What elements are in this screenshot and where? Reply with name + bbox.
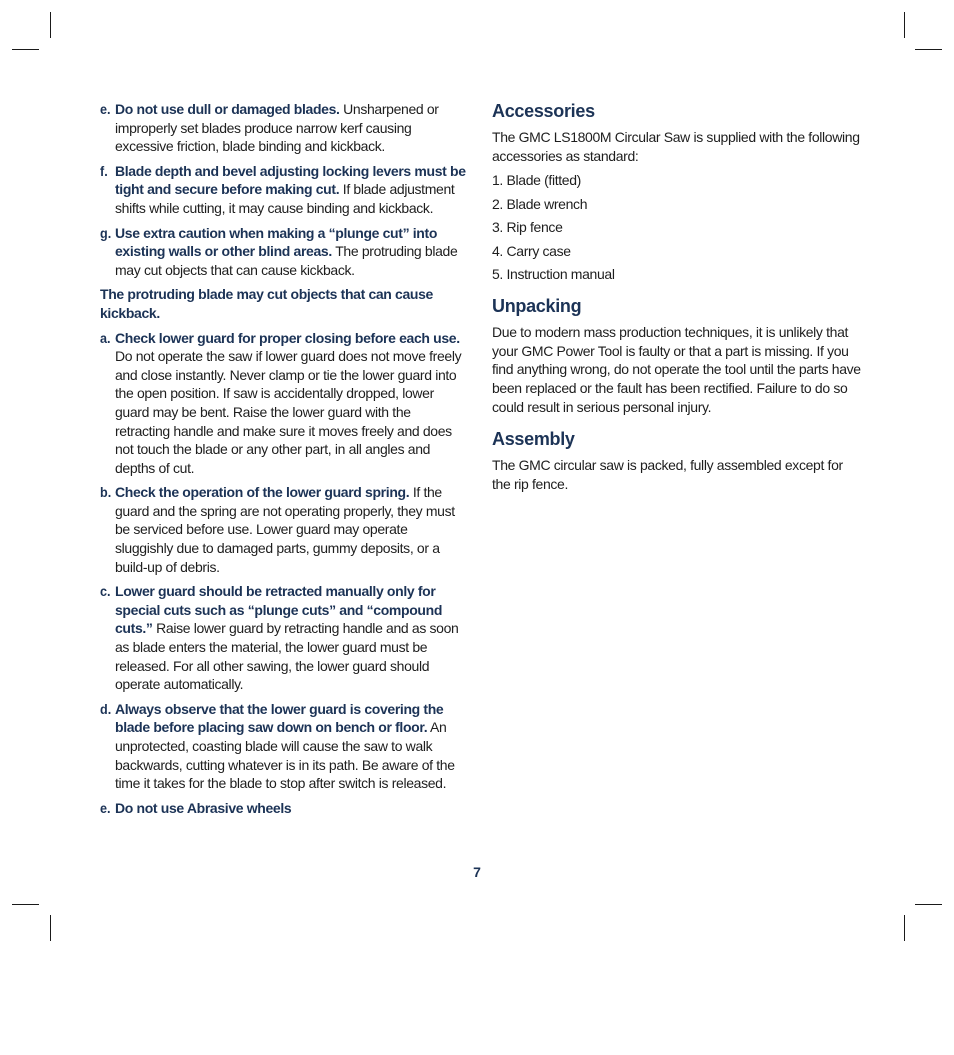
list-item <box>100 329 468 478</box>
list-item: 5. Instruction manual <box>492 266 615 283</box>
unpacking-text: Due to modern mass production techniques, it is unlikely that your GMC Power Tool is faulty or that a part is missing. If you find anything wrong, do not operate the tool until the parts have been replaced or the fault has been rectified. Failure to do so could result in serious personal injury. <box>492 324 861 415</box>
section-heading: Accessories <box>492 101 595 121</box>
section-heading: Assembly <box>492 429 575 450</box>
assembly-text: The GMC circular saw is packed, fully assembled except for the rip fence. <box>492 457 843 492</box>
item-heading: Do not use dull or damaged blades. <box>115 101 340 117</box>
item-label: g. <box>100 224 112 241</box>
crop-mark <box>915 49 942 50</box>
list-item: 2. Blade wrench <box>492 195 588 212</box>
item-label: e. <box>100 101 111 117</box>
item-label: f. <box>100 162 108 179</box>
item-label: e. <box>100 799 111 816</box>
list-item <box>100 582 468 694</box>
list-item <box>100 483 468 576</box>
item-text: Unsharpened or improperly set blades produce narrow kerf causing excessive friction, blade binding and kickback. <box>115 101 439 155</box>
right-column <box>492 100 862 505</box>
crop-mark <box>915 904 942 905</box>
item-label: c. <box>100 583 111 600</box>
list-item <box>100 224 468 280</box>
item-heading: Blade depth and bevel adjusting locking levers must be tight and secure before making cut. <box>115 162 466 198</box>
assembly-section <box>492 428 862 493</box>
list-item <box>100 100 468 156</box>
item-text: Raise lower guard by retracting handle and as soon as blade enters the material, the lower guard must be released. For all other sawing, the lower guard should operate automatically. <box>115 620 459 693</box>
page-number: 7 <box>473 864 481 880</box>
crop-mark <box>12 904 39 905</box>
list-item <box>100 799 468 818</box>
item-heading: Always observe that the lower guard is covering the blade before placing saw down on bench or floor. <box>115 700 444 736</box>
item-heading: Lower guard should be retracted manually only for special cuts such as “plunge cuts” and “compound cuts.” <box>115 583 443 637</box>
list-item <box>100 700 468 793</box>
list-item <box>100 162 468 218</box>
item-heading: Use extra caution when making a “plunge cut” into existing walls or other blind areas. <box>115 224 438 260</box>
item-text: An unprotected, coasting blade will cause the saw to walk backwards, cutting whatever is in its path. Be aware of the time it takes for the blade to stop after switch is released. <box>115 719 455 792</box>
item-text: If blade adjustment shifts while cutting, it may cause binding and kickback. <box>115 181 455 216</box>
warning-text: The protruding blade may cut objects that can cause kickback. <box>100 286 433 321</box>
list-item: 3. Rip fence <box>492 219 563 236</box>
crop-mark <box>50 915 51 941</box>
list-item: 1. Blade (fitted) <box>492 172 581 189</box>
crop-mark <box>904 915 905 941</box>
accessories-intro: The GMC LS1800M Circular Saw is supplied with the following accessories as standard: <box>492 129 860 164</box>
left-column <box>100 100 468 823</box>
item-text: If the guard and the spring are not operating properly, they must be serviced before use. Lower guard may operate sluggishly due to damaged parts, gummy deposits, or a build-up of debris. <box>115 484 455 575</box>
item-heading: Check lower guard for proper closing before each use. <box>115 329 460 346</box>
item-label: d. <box>100 700 112 717</box>
unpacking-section <box>492 295 862 416</box>
list-item: 4. Carry case <box>492 242 571 259</box>
crop-mark <box>50 12 51 38</box>
crop-mark <box>904 12 905 38</box>
item-heading: Check the operation of the lower guard spring. <box>115 484 410 501</box>
section-heading: Unpacking <box>492 296 582 317</box>
item-text: Do not operate the saw if lower guard does not move freely and close instantly. Never clamp or tie the lower guard into the open position. If saw is accidentally dropped, lower guard may be bent. Raise the lower guard with the retracting handle and make sure it moves freely and does not touch the blade or any other part, in all angles and depths of cut. <box>115 348 462 476</box>
item-heading: Do not use Abrasive wheels <box>115 799 292 816</box>
item-label: b. <box>100 484 112 501</box>
accessories-section <box>492 100 862 283</box>
item-label: a. <box>100 329 111 346</box>
crop-mark <box>12 49 39 50</box>
item-text: The protruding blade may cut objects that can cause kickback. <box>115 243 458 278</box>
